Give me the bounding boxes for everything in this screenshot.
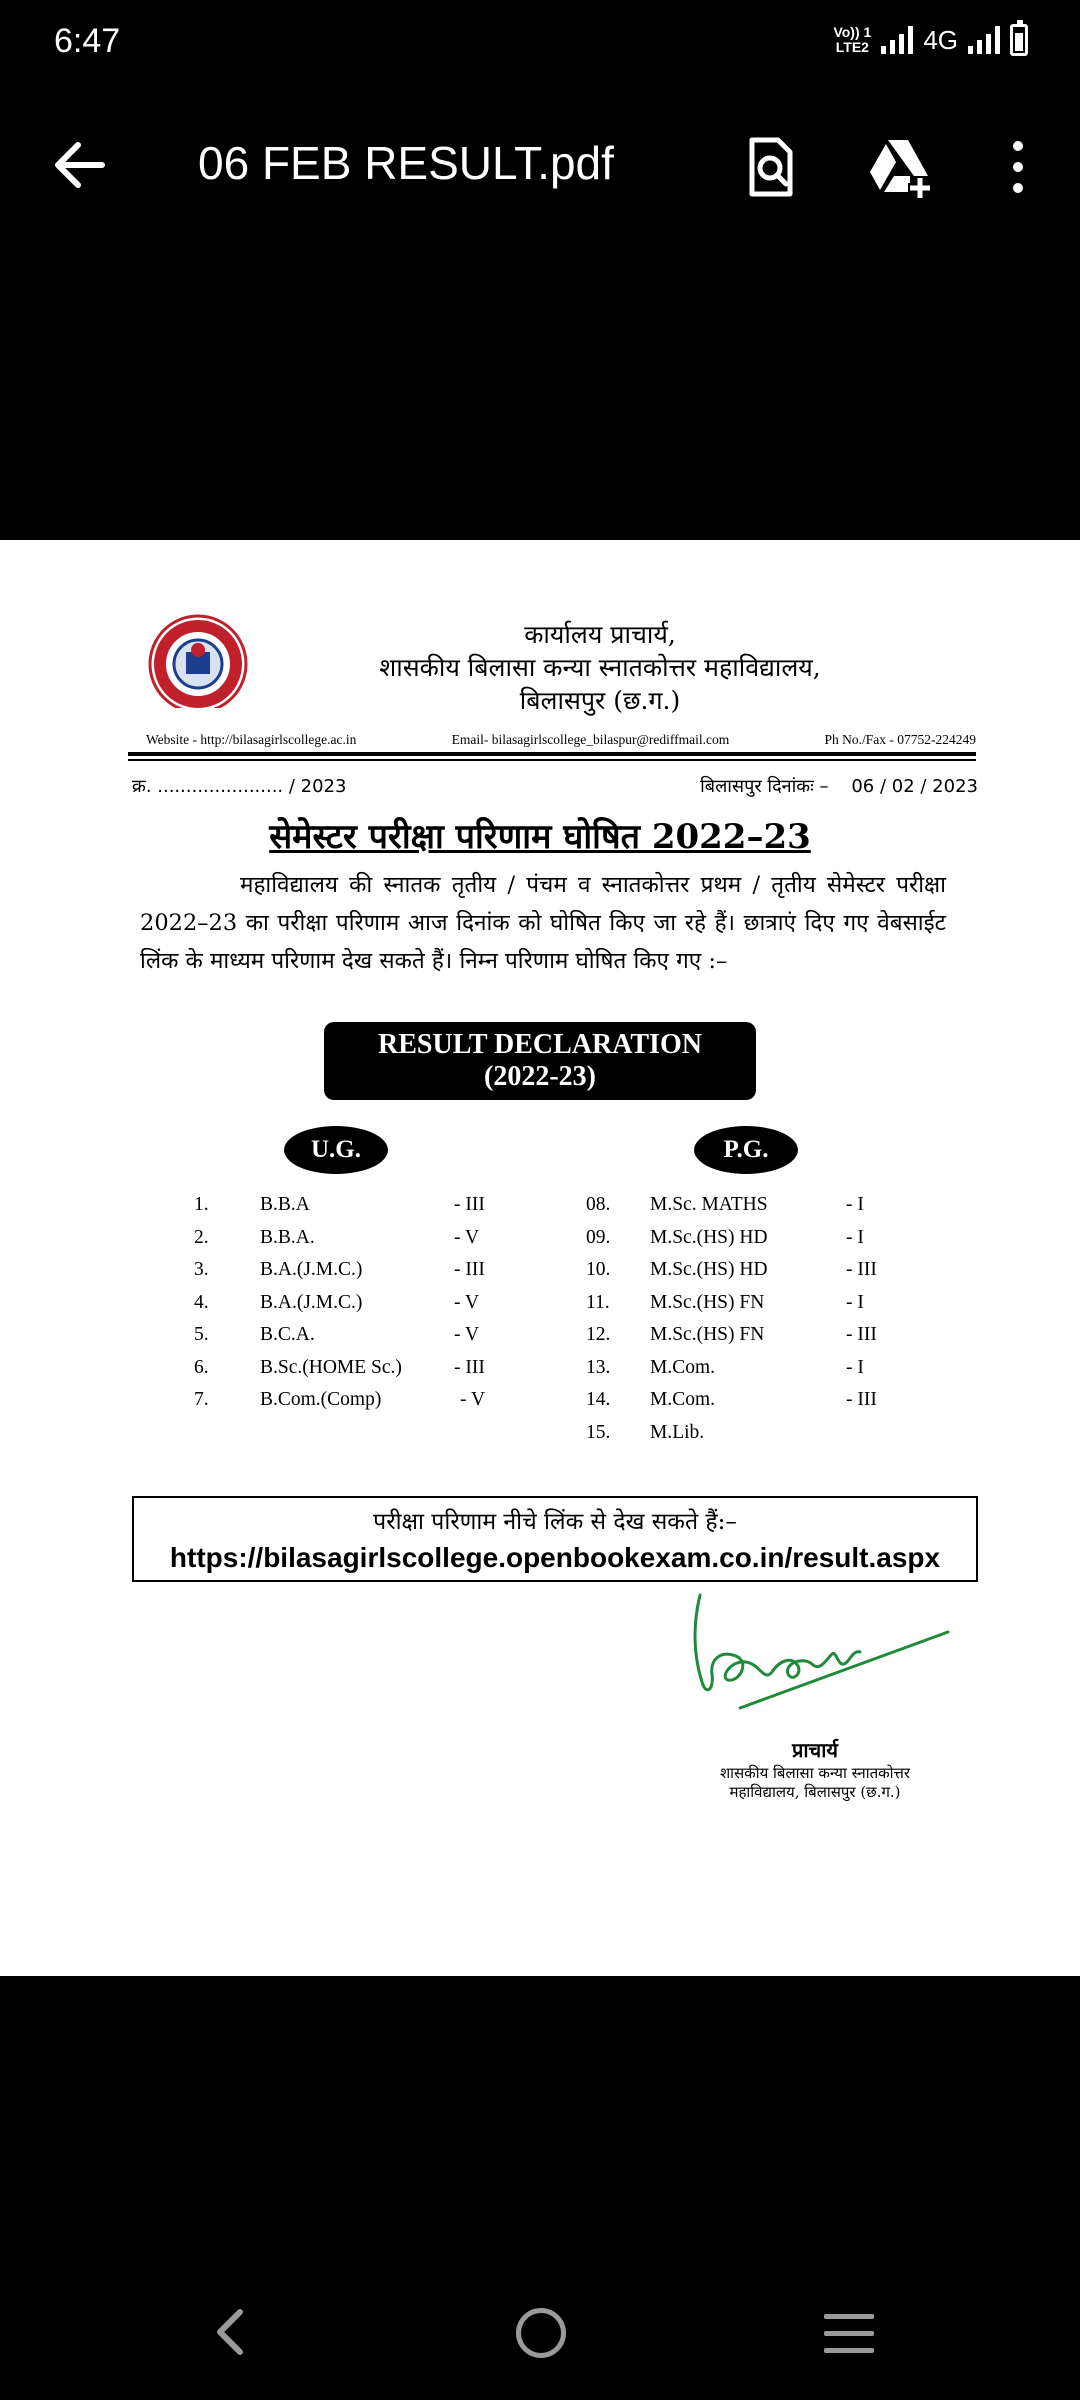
more-vert-icon	[990, 132, 1046, 202]
network-type: 4G	[923, 24, 958, 55]
signal-icon	[968, 26, 1000, 54]
chevron-left-icon	[204, 2304, 260, 2360]
list-item: 09. M.Sc.(HS) HD - I	[586, 1226, 864, 1248]
list-item: 5. B.C.A. - V	[194, 1324, 480, 1345]
reference-line	[132, 774, 978, 798]
search-document-button[interactable]	[736, 132, 806, 202]
header-rule-thin	[128, 759, 976, 761]
notice-paragraph: महाविद्यालय की स्नातक तृतीय / पंचम व स्नातकोत्तर प्रथम / तृतीय सेमेस्टर परीक्षा 2022–23 का परीक्षा परिणाम आज दिनांक को घोषित किए जा रहे हैं। छात्राएं दिए गए वेबसाईट लिंक के माध्यम परिणाम देख सकते हैं। निम्न परिणाम घोषित किए गए :–	[140, 872, 946, 974]
result-link[interactable]: https://bilasagirlscollege.openbookexam.co.in/result.aspx	[169, 1542, 941, 1573]
contact-line	[146, 732, 976, 748]
list-item: 08. M.Sc. MATHS - I	[586, 1194, 864, 1215]
list-item: 12. M.Sc.(HS) FN - III	[586, 1324, 877, 1345]
list-item: 1. B.B.A - III	[194, 1194, 485, 1215]
pdf-page[interactable]	[0, 540, 1080, 1976]
list-item: 4. B.A.(J.M.C.) - V	[194, 1291, 480, 1313]
nav-recents-button[interactable]	[824, 2314, 874, 2354]
pg-label: P.G.	[694, 1126, 798, 1174]
document-search-icon	[736, 132, 806, 202]
app-bar	[0, 110, 1080, 220]
list-item: 11. M.Sc.(HS) FN - I	[586, 1291, 864, 1313]
drive-add-icon	[864, 132, 934, 202]
status-bar	[0, 0, 1080, 90]
reference-number: क्र. ...................... / 2023	[132, 776, 347, 797]
list-item: 6. B.Sc.(HOME Sc.) - III	[194, 1356, 485, 1378]
arrow-left-icon	[44, 130, 114, 200]
office-header: कार्यालय प्राचार्य, शासकीय बिलासा कन्या स्नातकोत्तर महाविद्यालय, बिलासपुर (छ.ग.)	[379, 620, 821, 715]
list-item: 10. M.Sc.(HS) HD - III	[586, 1259, 877, 1280]
save-to-drive-button[interactable]	[864, 132, 934, 202]
principal-signature	[680, 1590, 950, 1720]
nav-home-button[interactable]	[516, 2308, 566, 2358]
header-rule	[128, 752, 976, 756]
nav-back-button[interactable]	[204, 2304, 260, 2360]
signal-icon	[881, 26, 913, 54]
website-text: Website - http://bilasagirlscollege.ac.in	[146, 732, 357, 747]
document-title: 06 FEB RESULT.pdf	[198, 137, 614, 189]
back-button[interactable]	[44, 130, 114, 200]
list-item: 13. M.Com. - I	[586, 1356, 864, 1378]
result-link-box	[132, 1496, 978, 1582]
system-nav-bar	[0, 2280, 1080, 2400]
link-label: परीक्षा परिणाम नीचे लिंक से देख सकते हैं:–	[373, 1509, 737, 1535]
volte-indicator: Vo)) 1 LTE2	[833, 24, 872, 55]
phone-text: Ph No./Fax - 07752-224249	[824, 732, 976, 747]
email-text: Email- bilasagirlscollege_bilaspur@rediffmail.com	[451, 732, 730, 747]
battery-icon	[1010, 24, 1028, 56]
signatory-title: प्राचार्य	[791, 1738, 839, 1762]
main-heading: सेमेस्टर परीक्षा परिणाम घोषित 2022–23	[269, 817, 811, 857]
list-item: 14. M.Com. - III	[586, 1389, 877, 1410]
list-item: 3. B.A.(J.M.C.) - III	[194, 1259, 485, 1280]
more-options-button[interactable]	[990, 132, 1046, 202]
status-icons	[833, 24, 1028, 56]
date-line: बिलासपुर दिनांकः – 06 / 02 / 2023	[700, 776, 978, 797]
list-item: 15. M.Lib.	[586, 1421, 705, 1443]
list-item: 7. B.Com.(Comp) - V	[194, 1389, 486, 1410]
list-item: 2. B.B.A. - V	[194, 1226, 480, 1248]
status-time: 6:47	[54, 22, 121, 60]
result-declaration-banner: RESULT DECLARATION (2022-23)	[324, 1022, 756, 1100]
signatory-organization: शासकीय बिलासा कन्या स्नातकोत्तर महाविद्यालय, बिलासपुर (छ.ग.)	[719, 1764, 911, 1801]
ug-label: U.G.	[284, 1126, 388, 1174]
college-logo	[146, 612, 250, 724]
